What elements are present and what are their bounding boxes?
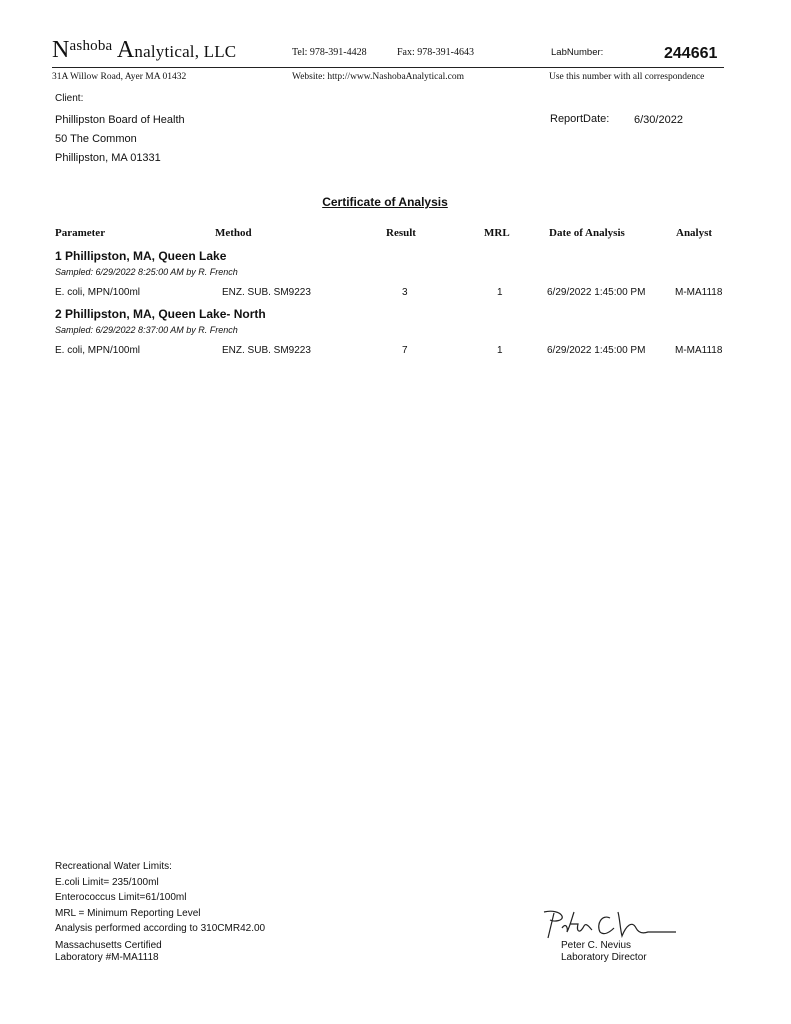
cert-line: Massachusetts Certified [55, 940, 162, 951]
report-date: 6/30/2022 [634, 114, 683, 126]
col-result: Result [386, 227, 416, 239]
cell-method: ENZ. SUB. SM9223 [222, 345, 311, 356]
report-date-label: ReportDate: [550, 113, 610, 125]
cell-parameter: E. coli, MPN/100ml [55, 287, 141, 298]
client-name: Phillipston Board of Health [55, 114, 185, 126]
col-method: Method [215, 227, 252, 239]
cell-date: 6/29/2022 1:45:00 PM [547, 345, 646, 356]
note-line: Recreational Water Limits: [55, 861, 172, 872]
client-label: Client: [55, 93, 84, 104]
cell-result: 7 [402, 345, 408, 356]
footer-notes [55, 859, 265, 937]
lab-website: Website: http://www.NashobaAnalytical.com [292, 72, 464, 82]
signatory-name: Peter C. Nevius [561, 940, 632, 951]
client-street: 50 The Common [55, 133, 137, 145]
certification-block [55, 940, 162, 964]
cell-parameter: E. coli, MPN/100ml [55, 345, 141, 356]
header-rule [52, 67, 724, 68]
col-date: Date of Analysis [549, 227, 625, 239]
col-mrl: MRL [484, 227, 510, 239]
logo-initial-a: A [116, 37, 135, 63]
signatory-block [561, 940, 647, 964]
lab-address: 31A Willow Road, Ayer MA 01432 [52, 72, 187, 82]
logo-initial-n: N [52, 37, 70, 63]
signature-image [540, 906, 680, 942]
col-analyst: Analyst [676, 227, 713, 239]
cell-date: 6/29/2022 1:45:00 PM [547, 287, 646, 298]
certificate-title: Certificate of Analysis [322, 195, 448, 209]
sample-title: 2 Phillipston, MA, Queen Lake- North [55, 307, 266, 321]
col-parameter: Parameter [55, 227, 106, 239]
sample-collected: Sampled: 6/29/2022 8:37:00 AM by R. French [55, 325, 238, 335]
sample-collected: Sampled: 6/29/2022 8:25:00 AM by R. French [55, 267, 238, 277]
note-line: Analysis performed according to 310CMR42.00 [55, 923, 266, 934]
lab-fax: Fax: 978-391-4643 [397, 47, 474, 58]
lab-number: 244661 [664, 45, 718, 62]
cert-line: Laboratory #M-MA1118 [55, 952, 159, 963]
lab-tel: Tel: 978-391-4428 [292, 47, 367, 58]
client-city: Phillipston, MA 01331 [55, 152, 161, 164]
cell-mrl: 1 [497, 287, 503, 298]
cell-method: ENZ. SUB. SM9223 [222, 287, 311, 298]
note-line: Enterococcus Limit=61/100ml [55, 892, 187, 903]
cell-analyst: M-MA1118 [675, 287, 723, 298]
cell-mrl: 1 [497, 345, 503, 356]
note-line: E.coli Limit= 235/100ml [55, 876, 159, 888]
cell-result: 3 [402, 287, 408, 298]
logo-rest-n: ashoba [69, 38, 113, 54]
cell-analyst: M-MA1118 [675, 345, 723, 356]
note-line: MRL = Minimum Reporting Level [55, 907, 201, 919]
sample-title: 1 Phillipston, MA, Queen Lake [55, 249, 227, 263]
signatory-role: Laboratory Director [561, 952, 647, 963]
logo-rest-a: nalytical, LLC [134, 42, 237, 61]
lab-number-note: Use this number with all correspondence [549, 72, 705, 82]
lab-number-label: LabNumber: [551, 47, 604, 58]
lab-logo [52, 37, 236, 64]
